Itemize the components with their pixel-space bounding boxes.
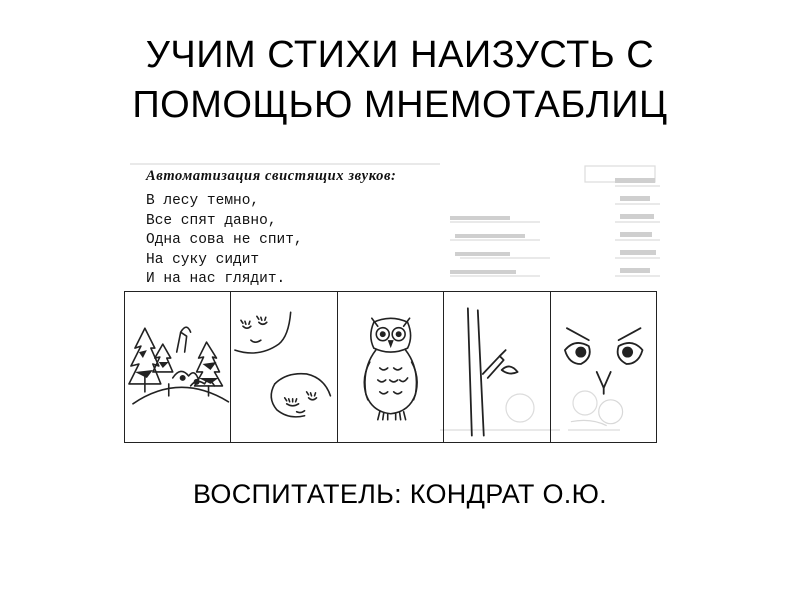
author-caption: ВОСПИТАТЕЛЬ: КОНДРАТ О.Ю. [193, 479, 607, 509]
poem-text [146, 192, 303, 290]
tree-branch-icon [444, 292, 549, 442]
mnemo-cell-sleeping [231, 292, 337, 442]
poem-line: На суку сидит [146, 251, 260, 268]
mnemo-cell-owl [338, 292, 444, 442]
slide-title-line-2: ПОМОЩЬЮ МНЕМОТАБЛИЦ [132, 84, 668, 126]
mnemo-cell-branch [444, 292, 550, 442]
mnemo-cell-forest [125, 292, 231, 442]
mnemo-cell-eyes [551, 292, 656, 442]
slide-title [40, 30, 760, 130]
poem-line: В лесу темно, [146, 193, 260, 209]
poem-line: И на нас глядит. [146, 271, 286, 287]
staring-eyes-icon [551, 292, 656, 442]
mnemonic-table [124, 291, 657, 443]
slide-title-line-1: УЧИМ СТИХИ НАИЗУСТЬ С [145, 34, 655, 76]
sleeping-moon-faces-icon [231, 292, 336, 442]
owl-icon [338, 292, 443, 442]
poem-line: Все спят давно, [146, 212, 277, 229]
forest-icon [125, 292, 230, 442]
scanned-exercise-image [120, 158, 665, 450]
exercise-heading: Автоматизация свистящих звуков: [146, 168, 397, 184]
poem-line: Одна сова не спит, [146, 232, 303, 248]
